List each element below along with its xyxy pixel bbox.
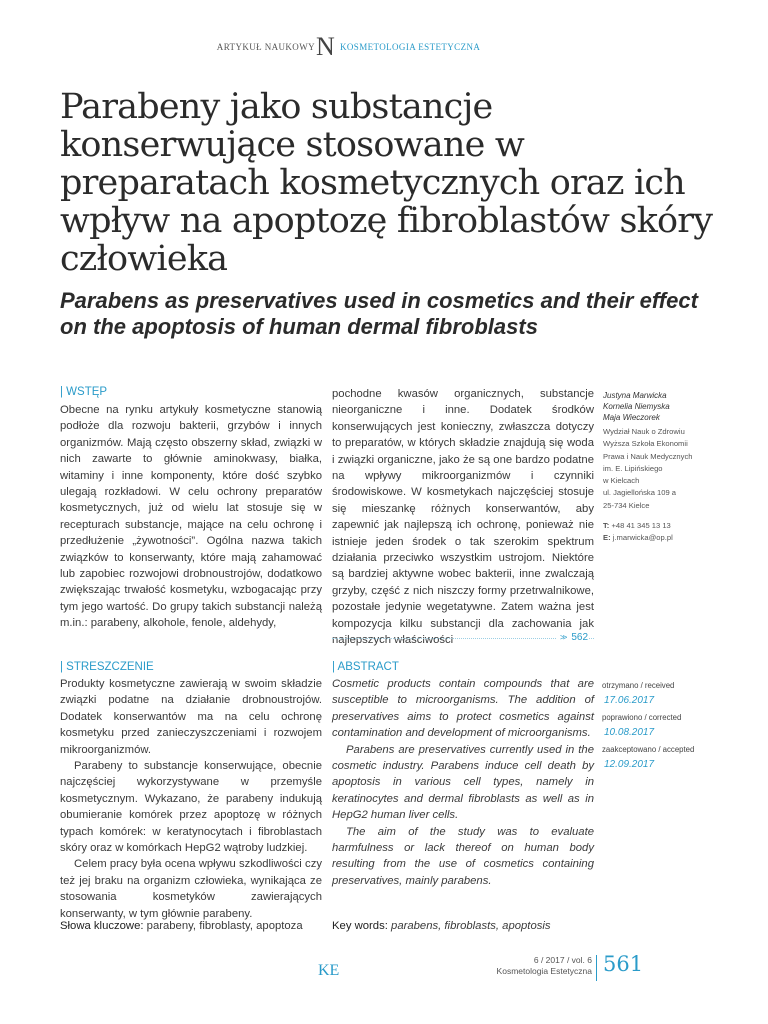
abstract-paragraph: The aim of the study was to evaluate harmfulness or lack thereof on human body resulting from the use of cosmetics containing preservatives, mainly parabens. [332,825,594,887]
accepted-label: zaakceptowano / accepted [602,745,695,754]
intro-text-col2 [332,386,594,649]
article-dates [602,680,722,776]
email-label: E: [603,533,611,543]
accepted-date: 12.09.2017 [604,759,655,770]
email-link[interactable]: j.marwicka@op.pl [612,533,673,543]
journal-header-label: KOSMETOLOGIA ESTETYCZNA [340,42,481,52]
intro-paragraph-2: pochodne kwasów organicznych, substancje nieorganiczne i inne. Dodatek środków konserwujących jest konieczny, zwłaszcza dotyczy to preparatów, w których składzie znajdują się woda i związki organiczne, jako że są one bardzo podatne na wpływy mikroorganizmów i czynniki środowiskowe. W kosmetykach najczęściej stosuje się mieszankę różnych konserwantów, aby zapewnić jak najlepszą ich ochronę, ponieważ nie istnieje jeden środek o tak szerokim spektrum działania przeciwko wszystkim ustrojom. Niektóre są bardziej aktywne wobec bakterii, inne zwalczają grzyby, część z nich niszczy formy przetrwalnikowe, pozostałe jedynie wegetatywne. Zatem ważna jest kompozycja kilku substancji dla zachowania jak najlepszych właściwości [332,388,594,647]
affiliation-line: 25-734 Kielce [603,500,650,510]
author-affiliation [603,390,713,545]
phone-line [603,520,713,532]
keywords-label: Key words: [332,920,388,932]
keywords-english [332,920,551,932]
continued-page-number: 562 [571,632,589,643]
keywords-polish [60,920,303,932]
affiliation-line: ul. Jagiellońska 109 a [603,488,677,498]
corrected-date: 10.08.2017 [604,727,655,738]
author-name: Maja Wieczorek [603,413,660,422]
affiliation-line: Wyższa Szkoła Ekonomii [603,439,688,449]
continued-on-page[interactable] [556,632,588,643]
abstract-text [332,676,594,889]
intro-text-col1 [60,402,322,632]
keywords-values: parabeny, fibroblasty, apoptoza [146,920,303,932]
article-type-label: ARTYKUŁ NAUKOWY [216,42,315,52]
keywords-label: Słowa kluczowe: [60,920,144,932]
title-polish: Parabeny jako substancje konserwujące stosowane w preparatach kosmetycznych oraz ich wpływ na apoptozę fibroblastów skóry człowieka [60,87,713,279]
affiliation-line: w Kielcach [603,476,640,486]
abstract-paragraph: Cosmetic products contain compounds that are susceptible to microorganisms. The addition of preservatives aims to protect cosmetics against contamination and development of microorganisms. [332,678,594,740]
journal-name: Kosmetologia Estetyczna [496,966,592,976]
section-letter: N [316,32,335,61]
issue-info: 6 / 2017 / vol. 6 [533,955,592,965]
affiliation-line: Prawa i Nauk Medycznych [603,451,693,461]
continue-arrow-icon: >> [560,633,566,642]
intro-paragraph-1: Obecne na rynku artykuły kosmetyczne stanowią podłoże dla rozwoju bakterii, grzybów i innych organizmów. Mają często obszerny skład, związki w nich zawarte to głównie aminokwasy, białka, witaminy i inne komponenty, które dość szybko ulegają rozkładowi. W celu ochrony preparatów kosmetycznych, już od wielu lat stosuje się w recepturach substancje, mające na celu ochronę i przedłużenie „żywotności”. Ogólna nazwa takich związków to konserwanty, które mają zahamować lub zapobiec rozwojowi drobnoustrojów, dodatkowo zwiększając trwałość kosmetyku, wzbogacając przy tym jego wartość. Do grupy takich substancji należą m.in.: parabeny, alkohole, fenole, aldehydy, [60,404,322,630]
streszczenie-text [60,676,322,922]
footer-divider [596,955,597,981]
page-number: 561 [603,952,644,976]
affiliation-line: im. E. Lipińskiego [603,463,663,473]
section-heading-streszczenie: | STRESZCZENIE [60,661,154,673]
streszczenie-paragraph: Celem pracy była ocena wpływu szkodliwości czy też jej braku na organizm człowieka, wynikająca ze stosowania kosmetyków zawierających konserwanty, w tym głównie parabeny. [60,858,322,920]
title-english: Parabens as preservatives used in cosmetics and their effect on the apoptosis of human dermal fibroblasts [60,288,698,339]
footer-info [497,955,592,977]
email-line [603,532,713,544]
continuation-divider [332,638,594,639]
keywords-values: parabens, fibroblasts, apoptosis [391,920,551,932]
phone-number: +48 41 345 13 13 [611,521,671,531]
author-name: Justyna Marwicka [603,391,667,400]
section-heading-wstep: | WSTĘP [60,386,108,398]
corrected-label: poprawiono / corrected [602,713,682,722]
phone-label: T: [603,521,610,531]
affiliation-line: Wydział Nauk o Zdrowiu [603,427,685,436]
received-label: otrzymano / received [602,681,675,690]
author-name: Kornelia Niemyska [603,402,670,411]
streszczenie-paragraph: Parabeny to substancje konserwujące, obecnie najczęściej wykorzystywane w przemyśle kosmetycznym. Wykazano, że parabeny indukują obumieranie komórek przez apoptozę w różnych typach komórek: w keratynocytach i fibroblastach skóry oraz w komórkach HepG2 wątroby ludzkiej. [60,760,322,855]
received-date: 17.06.2017 [604,695,655,706]
abstract-paragraph: Parabens are preservatives currently used in the cosmetic industry. Parabens induce cell death by apoptosis in various cell types, namely in keratinocytes and dermal fibroblasts as well as in HepG2 human liver cells. [332,743,594,822]
section-heading-abstract: | ABSTRACT [332,661,399,673]
page-header [0,34,768,64]
streszczenie-paragraph: Produkty kosmetyczne zawierają w swoim składzie związki podatne na działanie drobnoustrojów. Dodatek konserwantów ma na celu ochronę kosmetyku przed zanieczyszczeniami i rozwojem mikroorganizmów. [60,678,322,756]
journal-logo-icon: KE [318,962,340,979]
